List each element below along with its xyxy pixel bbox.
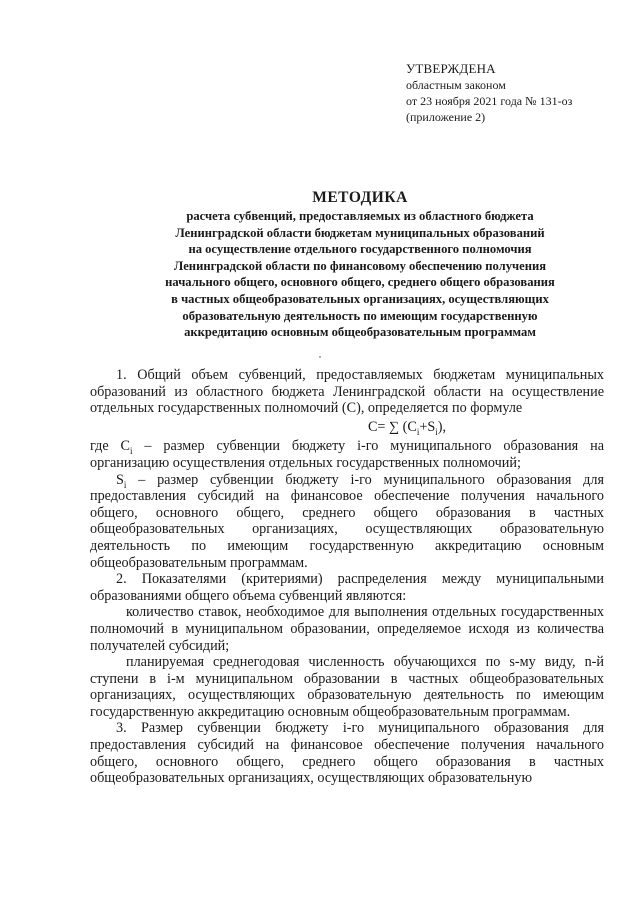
s-text: – размер субвенции бюджету i-го муниципального образования для предоставления субсидий на финансовое обеспечение получения начального общего, основного общего, среднего общего образования в частных общеобразовательных организациях, осуществляющих образовательную деятельность по имеющим государственную аккредитацию основным общеобразовательным программам. [90,471,604,571]
paragraph-2a: количество ставок, необходимое для выполнения отдельных государственных полномочий в муниципальном образовании, определяемое исходя из количества получателей субсидий; [90,604,604,654]
where-text: – размер субвенции бюджету i-го муниципального образования на организацию осуществления отдельных государственных полномочий; [90,438,604,471]
s-paragraph [90,472,604,572]
document-body [90,367,604,787]
heading-line: в частных общеобразовательных организациях, осуществляющих [171,291,549,306]
paragraph-2b: планируемая среднегодовая численность обучающихся по s-му виду, n-й ступени в i-м муниципальном образовании в частных общеобразовательных организациях, осуществляющих образовательную деятельность по имеющим государственную аккредитацию основным общеобразовательным программам. [90,654,604,720]
heading-line: расчета субвенций, предоставляемых из областного бюджета [186,209,534,223]
paragraph-3: 3. Размер субвенции бюджету i-го муниципального образования для предоставления субсидий на финансовое обеспечение получения начального общего, основного общего, среднего общего образования в частных общеобразовательных организациях, осуществляющих образовательную [90,720,604,787]
s-sub: i [123,479,127,490]
approval-title: УТВЕРЖДЕНА [406,61,496,76]
where-paragraph [90,438,604,471]
formula-sub: i [416,426,420,437]
approval-appendix: (приложение 2) [406,110,486,124]
approval-date: от 23 ноября 2021 года № 131-оз [406,94,573,108]
heading-line: Ленинградской области бюджетам муниципальных образований [175,225,545,240]
where-prefix: где С [90,438,130,455]
heading-line: образовательную деятельность по имеющим государственную [182,308,538,323]
approval-law: областным законом [406,78,506,92]
formula [90,419,604,436]
heading-line: Ленинградской области по финансовому обеспечению получения [173,258,547,273]
scan-speck [319,356,321,358]
s-prefix: S [116,471,124,488]
formula-prefix: С= ∑ (С [367,418,417,435]
heading-line: на осуществление отдельного государственного полномочия [188,242,532,257]
heading-line: аккредитацию основным общеобразовательным программам [184,325,536,340]
document-title: МЕТОДИКА [312,189,408,206]
formula-suffix: ), [437,418,447,435]
where-sub: i [130,446,133,457]
document-heading [100,188,620,341]
heading-line: начального общего, основного общего, среднего общего образования [165,275,555,290]
approval-stamp [406,61,572,125]
paragraph-1: 1. Общий объем субвенций, предоставляемых бюджетам муниципальных образований из областного бюджета Ленинградской области на осуществление отдельных государственных полномочий (С), определяется по формуле [90,367,604,417]
paragraph-2: 2. Показателями (критериями) распределения между муниципальными образованиями общего объема субвенций являются: [90,571,604,604]
formula-mid: +S [419,418,436,435]
formula-sub: i [435,426,438,437]
